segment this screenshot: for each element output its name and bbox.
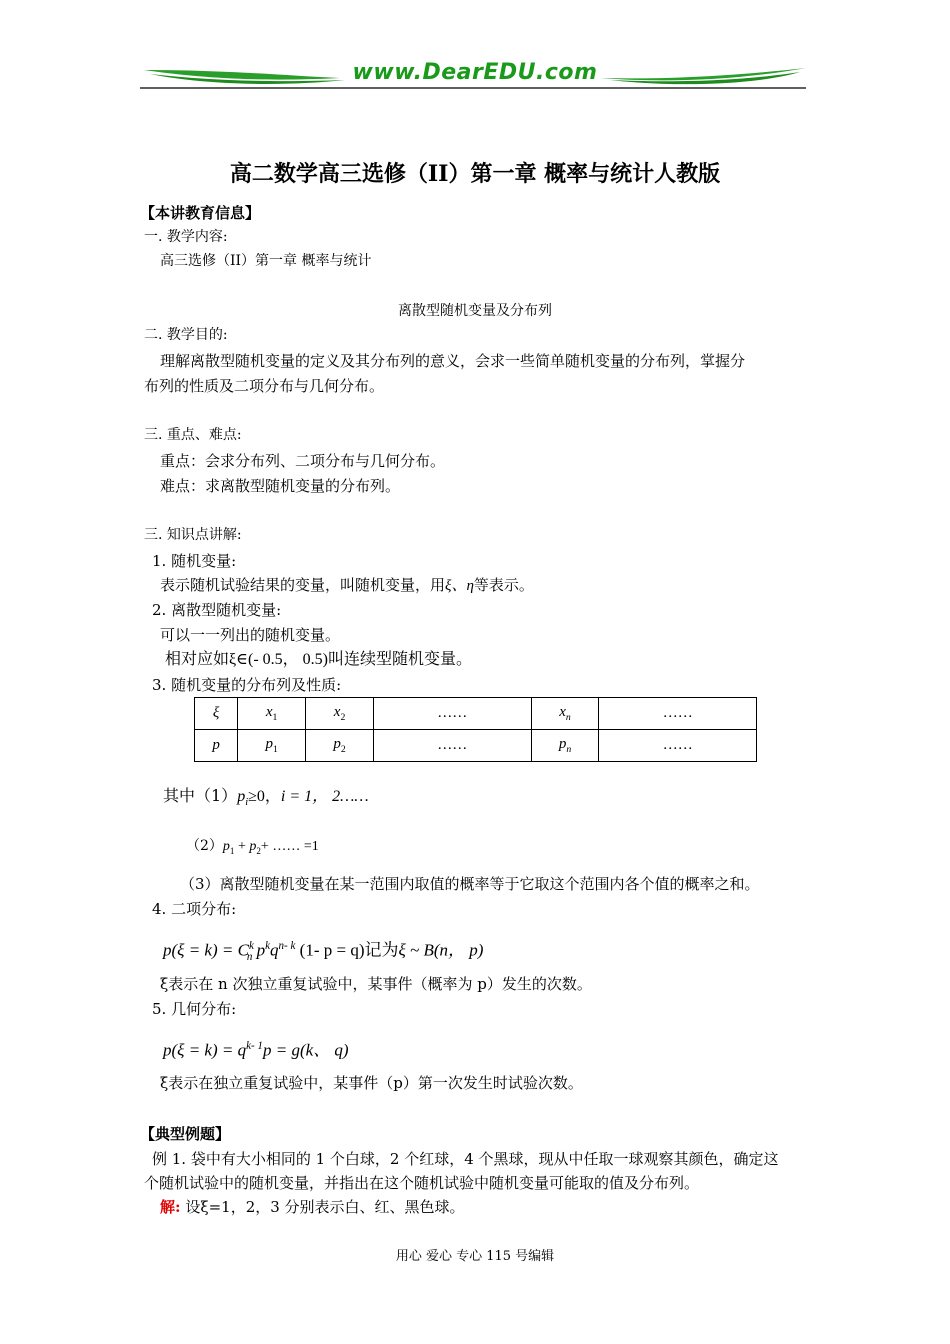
table-cell: …… [374, 698, 531, 730]
goal-line-1: 理解离散型随机变量的定义及其分布列的意义，会求一些简单随机变量的分布列，掌握分 [160, 352, 746, 370]
solution-label: 解: [160, 1198, 181, 1216]
heading-content: 一. 教学内容: [144, 229, 228, 245]
header-banner [140, 56, 810, 92]
table-cell: …… [599, 698, 757, 730]
distribution-table [194, 697, 757, 762]
knowledge-2-text: 可以一一列出的随机变量。 [160, 626, 341, 644]
binomial-formula: $p(\xi = k) = C^k_n$ $p^kq^{n- k}$ (1- p = q)记为ξ ~ B(n， p) [163, 940, 484, 964]
table-cell: …… [599, 730, 757, 762]
property-2: $(2)p_1 + p_2+$ …… =1 [186, 838, 319, 856]
knowledge-3-heading: 3. 随机变量的分布列及性质: [152, 676, 342, 694]
knowledge-1-text: 表示随机试验结果的变量，叫随机变量，用ξ、η等表示。 [160, 576, 534, 594]
binomial-description: ξ表示在 n 次独立重复试验中，某事件（概率为 p）发生的次数。 [160, 975, 592, 993]
knowledge-5-heading: 5. 几何分布: [152, 1000, 237, 1018]
knowledge-1-heading: 1. 随机变量: [152, 552, 237, 570]
continuous-variable-text: 相对应如ξ∈(- 0.5， 0.5)叫连续型随机变量。 [165, 649, 472, 668]
table-cell: $x_1$ [238, 698, 306, 730]
geometric-description: ξ表示在独立重复试验中，某事件（p）第一次发生时试验次数。 [160, 1074, 583, 1092]
table-cell: …… [374, 730, 531, 762]
table-row [195, 698, 757, 730]
knowledge-4-heading: 4. 二项分布: [152, 900, 237, 918]
key-point: 重点：会求分布列、二项分布与几何分布。 [160, 452, 446, 470]
content-text: 高三选修（II）第一章 概率与统计 [160, 253, 372, 269]
table-cell: $x_2$ [306, 698, 374, 730]
topic-title: 离散型随机变量及分布列 [398, 303, 552, 319]
table-cell: $p_n$ [531, 730, 599, 762]
goal-line-2: 布列的性质及二项分布与几何分布。 [144, 377, 385, 395]
solution-line: 解: 设ξ=1，2，3 分别表示白、红、黑色球。 [160, 1198, 465, 1216]
property-1: 其中$(1)p_i\ge 0$，i = 1， 2…… [163, 786, 369, 809]
page-footer: 用心 爱心 专心 115 号编辑 [395, 1249, 555, 1264]
example-1-line-2: 个随机试验中的随机变量，并指出在这个随机试验中随机变量可能取的值及分布列。 [144, 1174, 700, 1192]
example-1-line-1: 例 1. 袋中有大小相同的 1 个白球，2 个红球，4 个黑球，现从中任取一球观察其颜色，确定这 [152, 1150, 779, 1168]
table-cell: $x_n$ [531, 698, 599, 730]
table-row [195, 730, 757, 762]
geometric-formula: $p(\xi = k) = q^{k- 1}p = g(k$、 q) [163, 1040, 349, 1060]
knowledge-2-heading: 2. 离散型随机变量: [152, 601, 282, 619]
page-title: 高二数学高三选修（II）第一章 概率与统计人教版 [229, 161, 721, 187]
table-cell: p [195, 730, 238, 762]
site-logo-text: www.DearEDU.com [352, 60, 598, 85]
table-cell: $p_2$ [306, 730, 374, 762]
heading-knowledge: 三. 知识点讲解: [144, 527, 242, 543]
table-cell: $p_1$ [238, 730, 306, 762]
property-3: （3）离散型随机变量在某一范围内取值的概率等于它取这个范围内各个值的概率之和。 [180, 875, 760, 893]
heading-goal: 二. 教学目的: [144, 327, 228, 343]
examples-heading: 【典型例题】 [140, 1125, 231, 1143]
table-cell: ξ [195, 698, 238, 730]
difficult-point: 难点：求离散型随机变量的分布列。 [160, 477, 401, 495]
heading-key-points: 三. 重点、难点: [144, 427, 242, 443]
section-info-heading: 【本讲教育信息】 [140, 204, 261, 222]
